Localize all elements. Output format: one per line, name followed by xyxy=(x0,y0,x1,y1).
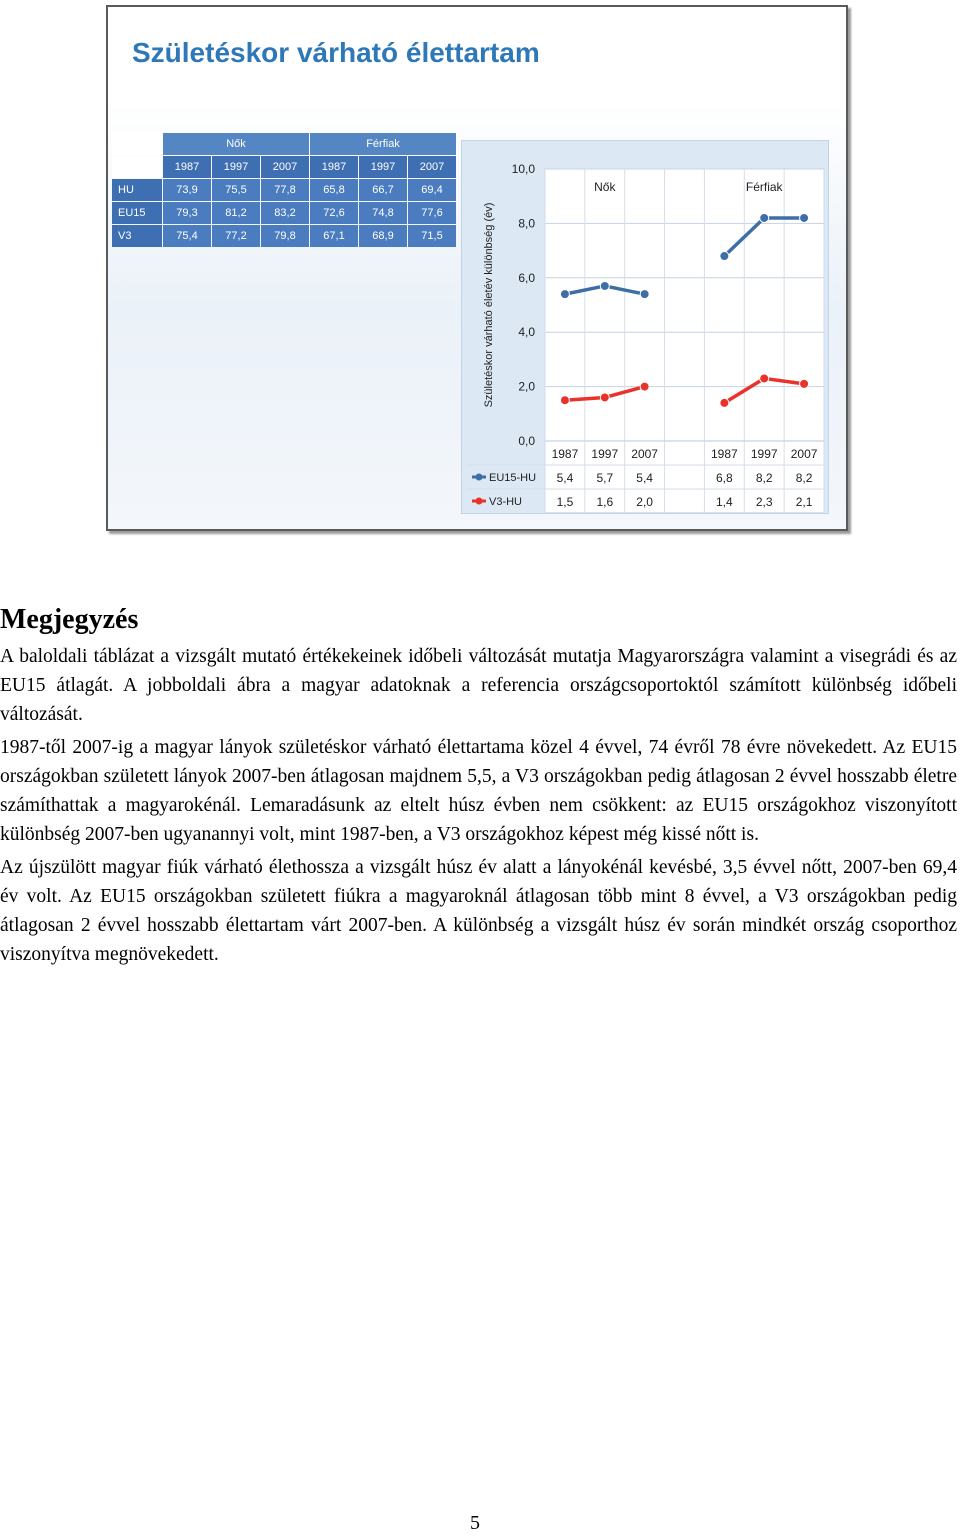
year-header: 2007 xyxy=(261,156,309,178)
table-cell: 77,8 xyxy=(261,179,309,201)
group-label-women: Nők xyxy=(594,180,616,194)
table-group-row xyxy=(112,133,456,155)
table-cell: 66,7 xyxy=(359,179,407,201)
year-header: 1997 xyxy=(359,156,407,178)
x-tick-label: 1987 xyxy=(551,447,579,461)
data-point-v3-hu xyxy=(600,393,609,402)
x-tick-label: 2007 xyxy=(631,447,658,461)
data-label: 8,2 xyxy=(755,471,773,485)
note-section xyxy=(0,604,957,973)
data-label: 1,4 xyxy=(716,495,733,509)
data-point-v3-hu xyxy=(800,379,809,388)
table-cell: 83,2 xyxy=(261,202,309,224)
x-tick-label: 1997 xyxy=(750,447,778,461)
table-cell: 73,9 xyxy=(163,179,211,201)
data-point-v3-hu xyxy=(760,374,769,383)
data-label: 8,2 xyxy=(795,471,813,485)
x-tick-label: 1997 xyxy=(591,447,619,461)
data-point-eu15-hu xyxy=(560,290,569,299)
table-row xyxy=(112,202,456,224)
year-header: 2007 xyxy=(408,156,456,178)
y-tick-label: 10,0 xyxy=(511,162,535,176)
y-tick-label: 6,0 xyxy=(518,270,535,285)
data-label: 5,4 xyxy=(636,471,653,485)
data-label: 5,7 xyxy=(596,471,614,485)
data-point-eu15-hu xyxy=(640,290,649,299)
y-tick-label: 8,0 xyxy=(518,216,535,231)
chart-slide xyxy=(106,5,848,531)
table-cell: 72,6 xyxy=(310,202,358,224)
year-header: 1987 xyxy=(163,156,211,178)
note-paragraph: 1987-től 2007-ig a magyar lányok születéskor várható élettartama közel 4 évvel, 74 évről 78 évre növekedett. Az EU15 országokban született lányok 2007-ben átlagosan majdnem 5,5, a V3 országokban pedig átlagosan 2 évvel hosszabb életre számíthattak a magyarokénál. Lemaradásunk az eltelt húsz évben nem csökkent: az EU15 országokhoz viszonyított különbség 2007-ben ugyanannyi volt, mint 1987-ben, a V3 országokhoz képest még kissé nőtt is. xyxy=(0,737,957,845)
legend-marker-v3-hu xyxy=(476,498,483,505)
y-axis-label: Születéskor várható életév különbség (év) xyxy=(483,202,495,408)
row-label: HU xyxy=(112,179,162,201)
note-paragraph: A baloldali táblázat a vizsgált mutató értékekeinek időbeli változását mutatja Magyarországra valamint a visegrádi és az EU15 átlagát. A jobboldali ábra a magyar adatoknak a referencia országcsoportoktól számított különbség időbeli változását. xyxy=(0,646,957,725)
table-cell: 65,8 xyxy=(310,179,358,201)
data-point-v3-hu xyxy=(560,396,569,405)
row-label: EU15 xyxy=(112,202,162,224)
data-label: 1,6 xyxy=(596,495,614,509)
data-table-frame xyxy=(545,441,824,513)
table-cell: 79,8 xyxy=(261,225,309,247)
table-cell: 71,5 xyxy=(408,225,456,247)
difference-chart xyxy=(461,140,829,514)
group-label-men: Férfiak xyxy=(745,180,783,194)
data-label: 2,0 xyxy=(636,495,653,509)
table-cell: 69,4 xyxy=(408,179,456,201)
table-row xyxy=(112,225,456,247)
data-label: 1,5 xyxy=(556,495,574,509)
page-number: 5 xyxy=(470,1512,480,1534)
table-cell: 74,8 xyxy=(359,202,407,224)
x-tick-label: 1987 xyxy=(711,447,738,461)
table-year-row xyxy=(112,156,456,178)
note-paragraph: Az újszülött magyar fiúk várható élethossza a vizsgált húsz év alatt a lányokénál kevésbé, 3,5 évvel nőtt, 2007-ben 69,4 év volt. Az EU15 országokban született fiúkra a magyaroknál átlagosan több mint 8 évvel, a V3 országokban pedig átlagosan 2 évvel hosszabb élettartam várt 2007-ben. A különbség a vizsgált húsz év során mindkét ország csoporthoz viszonyítva megnövekedett. xyxy=(0,857,957,965)
row-label: V3 xyxy=(112,225,162,247)
group-header-women: Nők xyxy=(163,133,309,155)
table-row xyxy=(112,179,456,201)
x-tick-label: 2007 xyxy=(790,447,818,461)
data-label: 6,8 xyxy=(716,471,733,485)
y-tick-label: 2,0 xyxy=(518,379,535,394)
data-point-eu15-hu xyxy=(720,252,729,261)
table-cell: 75,5 xyxy=(212,179,260,201)
slide-title: Születéskor várható élettartam xyxy=(132,37,540,68)
group-header-men: Férfiak xyxy=(310,133,456,155)
data-point-v3-hu xyxy=(720,398,729,407)
data-label: 2,3 xyxy=(755,495,773,509)
year-header: 1997 xyxy=(212,156,260,178)
table-corner xyxy=(112,156,162,178)
table-cell: 75,4 xyxy=(163,225,211,247)
data-label: 2,1 xyxy=(795,495,813,509)
year-header: 1987 xyxy=(310,156,358,178)
note-heading: Megjegyzés xyxy=(0,604,139,635)
y-tick-label: 4,0 xyxy=(518,325,535,340)
y-tick-label: 0,0 xyxy=(518,434,535,448)
table-cell: 67,1 xyxy=(310,225,358,247)
legend-label: V3-HU xyxy=(489,496,523,508)
table-cell: 79,3 xyxy=(163,202,211,224)
legend-marker-eu15-hu xyxy=(476,474,483,481)
difference-chart-svg xyxy=(462,141,828,513)
table-cell: 77,2 xyxy=(212,225,260,247)
table-cell: 68,9 xyxy=(359,225,407,247)
data-point-eu15-hu xyxy=(600,281,609,290)
table-cell: 81,2 xyxy=(212,202,260,224)
legend-label: EU15-HU xyxy=(489,472,537,484)
life-expectancy-table xyxy=(111,132,457,248)
table-cell: 77,6 xyxy=(408,202,456,224)
data-point-v3-hu xyxy=(640,382,649,391)
data-point-eu15-hu xyxy=(800,213,809,222)
data-label: 5,4 xyxy=(556,471,574,485)
table-corner xyxy=(112,133,162,155)
data-point-eu15-hu xyxy=(760,213,769,222)
